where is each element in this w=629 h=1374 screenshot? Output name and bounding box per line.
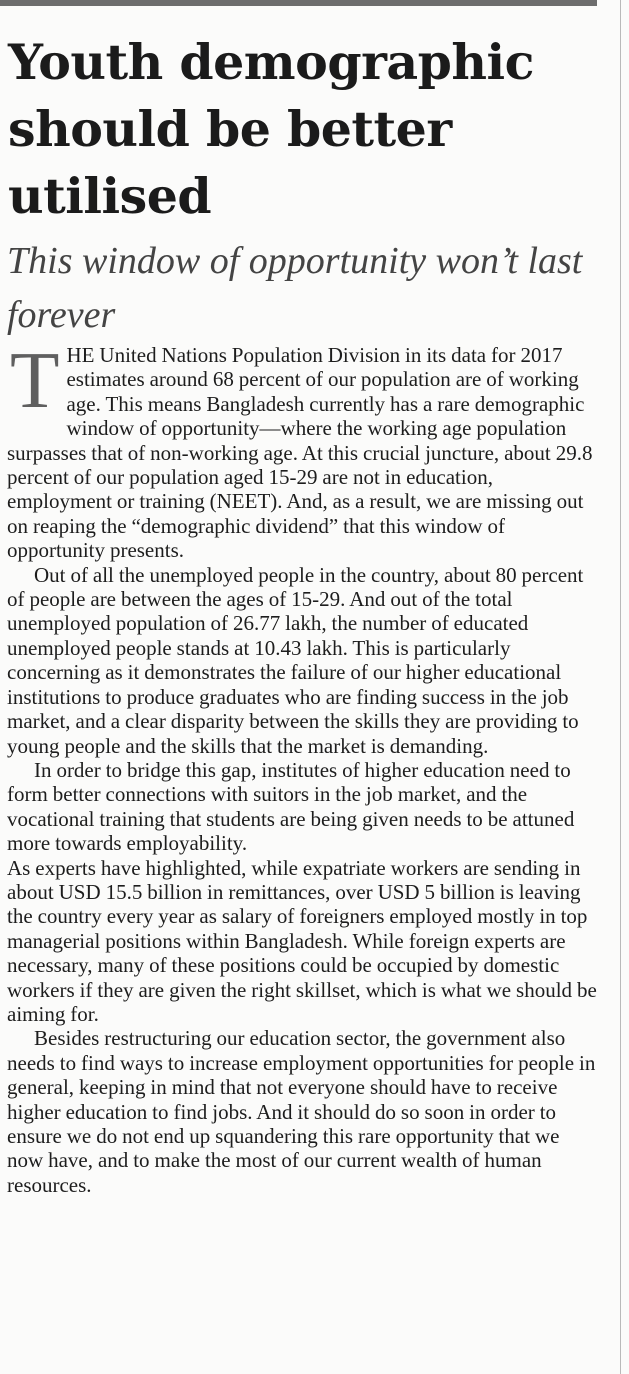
drop-cap: T <box>10 335 60 425</box>
paragraph-1 <box>7 335 599 563</box>
column-divider <box>620 0 621 1374</box>
paragraph-3: In order to bridge this gap, institutes of higher education need to form better connections with suitors in the job market, and the vocational training that students are being given needs to be attuned more towards employability. <box>7 757 575 856</box>
paragraph-2: Out of all the unemployed people in the country, about 80 percent of people are between the ages of 15-29. And out of the total unemployed population of 26.77 lakh, the number of educated unemployed people stands at 10.43 lakh. This is particularly concerning as it demonstrates the failure of our higher educational institutions to produce graduates who are finding success in the job market, and a clear disparity between the skills they are providing to young people and the skills that the market is demanding. <box>7 562 584 758</box>
paragraph-4: As experts have highlighted, while expatriate workers are sending in about USD 15.5 billion in remittances, over USD 5 billion is leaving the country every year as salary of foreigners employed mostly in top managerial positions within Bangladesh. While foreign experts are necessary, many of these positions could be occupied by domestic workers if they are given the right skillset, which is what we should be aiming for. <box>7 855 597 1026</box>
article-body <box>7 335 599 1197</box>
subheadline: This window of opportunity won’t last forever <box>7 240 583 336</box>
headline: Youth demographic should be better utilised <box>8 33 534 225</box>
paragraph-1-text: HE United Nations Population Division in its data for 2017 estimates around 68 percent of our population are of working age. This means Bangladesh currently has a rare demographic window of opportunity—where the working age population surpasses that of non-working age. At this crucial juncture, about 29.8 percent of our population aged 15-29 are not in education, employment or training (NEET). And, as a result, we are missing out on reaping the “demographic dividend” that this window of opportunity presents. <box>7 343 593 563</box>
paragraph-5: Besides restructuring our education sector, the government also needs to find ways to increase employment opportunities for people in general, keeping in mind that not everyone should have to receive higher education to find jobs. And it should do so soon in order to ensure we do not end up squandering this rare opportunity that we now have, and to make the most of our current wealth of human resources. <box>7 1026 596 1197</box>
top-rule <box>0 0 597 6</box>
